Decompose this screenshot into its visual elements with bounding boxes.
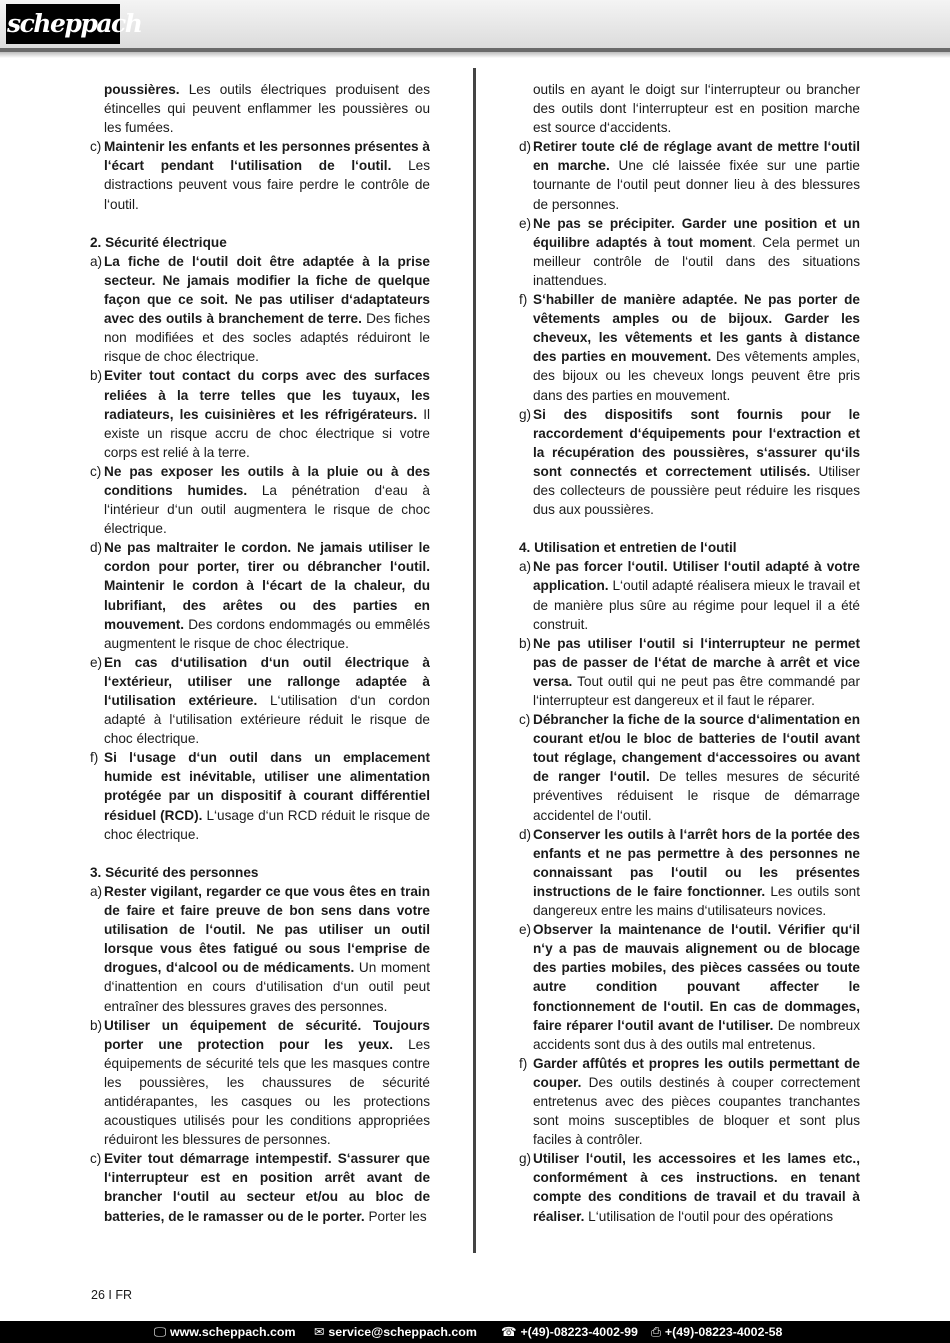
- item-label: f): [519, 292, 528, 308]
- fax-icon: ⎙: [651, 1325, 661, 1339]
- item-label: e): [90, 654, 103, 670]
- item-label: d): [519, 826, 532, 842]
- body-text: Il existe un risque accru de choc électrique si votre corps est relié à la terre.: [104, 406, 430, 460]
- list-item: [90, 882, 430, 1016]
- list-item: [519, 825, 860, 920]
- list-item: [90, 137, 430, 213]
- bold-text: Ne pas forcer l‘outil. Utiliser l‘outil adapté à votre application.: [533, 559, 860, 594]
- section-heading: 3. Sécurité des personnes: [90, 864, 259, 880]
- item-label: e): [519, 922, 532, 938]
- bold-text: Utiliser un équipement de sécurité. Toujours porter une protection pour les yeux.: [104, 1017, 430, 1052]
- item-label: a): [519, 559, 532, 575]
- right-intro-paragraph: outils en ayant le doigt sur l‘interrupteur ou brancher des outils dont l‘interrupteur est en position marche est source d‘accidents.: [533, 82, 860, 136]
- footer-phone: [501, 1321, 638, 1343]
- bold-text: Ne pas maltraiter le cordon. Ne jamais utiliser le cordon pour porter, tirer ou débrancher l‘outil. Maintenir le cordon à l‘écart de la chaleur, du lubrifiant, des arêtes ou des parties en mouvement.: [104, 540, 430, 632]
- body-text: L‘usage d‘un RCD réduit le risque de choc électrique.: [104, 807, 431, 842]
- left-intro-paragraph: [90, 80, 430, 137]
- body-text: De telles mesures de sécurité préventives réduisent le risque de démarrage accidentel de l‘outil.: [533, 769, 860, 823]
- bold-text: Garder affûtés et propres les outils permettant de couper.: [533, 1055, 860, 1090]
- left-column: [90, 80, 430, 1226]
- list-item: [90, 366, 430, 461]
- item-label: d): [519, 139, 532, 155]
- list-item: [90, 748, 430, 843]
- list-item: [90, 538, 430, 653]
- bold-text: Maintenir les enfants et les personnes présentes à l‘écart pendant l‘utilisation de l‘outil.: [104, 139, 430, 174]
- list-item: [519, 137, 860, 213]
- body-text: Une clé laissée fixée sur une partie tournante de l‘outil peut donner lieu à des blessures de personnes.: [533, 158, 860, 212]
- list-item: [519, 1149, 860, 1225]
- bold-text: Observer la maintenance de l‘outil. Vérifier qu‘il n‘y a pas de mauvais alignement ou de blocage des parties mobiles, des pièces cassées ou toute autre condition pouvant affecter le fonctionnement de l‘outil. En cas de dommages, faire réparer l‘outil avant de l‘utiliser.: [533, 922, 860, 1033]
- fax-number: +(49)-08223-4002-58: [664, 1325, 783, 1339]
- page-number: 26 I FR: [91, 1288, 132, 1302]
- item-label: b): [90, 368, 103, 384]
- bold-text: Eviter tout contact du corps avec des surfaces reliées à la terre telles que les tuyaux, les radiateurs, les cuisinières et les réfrigérateurs.: [104, 368, 430, 422]
- body-text: L‘outil adapté réalisera mieux le travail et de manière plus sûre au régime pour lequel il a été construit.: [533, 578, 860, 632]
- bold-text: Retirer toute clé de réglage avant de mettre l‘outil en marche.: [533, 139, 860, 174]
- list-item: [519, 405, 860, 520]
- item-label: c): [90, 1151, 102, 1167]
- computer-icon: 🖵: [154, 1325, 166, 1339]
- footer-website[interactable]: [154, 1321, 296, 1343]
- telephone-icon: ☎: [501, 1325, 517, 1339]
- bold-text: Utiliser l‘outil, les accessoires et les lames etc., conformément à ces instructions. en tenant compte des conditions de travail et du travail à réaliser.: [533, 1151, 860, 1224]
- bold-text: S‘habiller de manière adaptée. Ne pas porter de vêtements amples ou de bijoux. Garder les cheveux, les vêtements et les gants à distance des parties en mouvement.: [533, 292, 860, 365]
- body-text: Tout outil qui ne peut pas être commandé par l‘interrupteur est dangereux et il faut le réparer.: [533, 673, 860, 708]
- body-text: Les outils électriques produisent des étincelles qui peuvent enflammer les poussières ou les fumées.: [104, 82, 430, 136]
- footer-email[interactable]: [314, 1321, 477, 1343]
- body-text: Porter les: [364, 1208, 427, 1224]
- body-text: Des fiches non modifiées et des socles adaptés réduiront le risque de choc électrique.: [104, 311, 430, 365]
- bold-text: En cas d‘utilisation d‘un outil électrique à l‘extérieur, utiliser une rallonge adaptée à l‘utilisation extérieure.: [104, 654, 430, 708]
- body-text: . Cela permet un meilleur contrôle de l‘outil dans des situations inattendues.: [533, 234, 860, 288]
- body-text: L‘utilisation d‘un cordon adapté à l‘utilisation extérieure réduit le risque de choc électrique.: [104, 693, 430, 747]
- item-label: f): [90, 750, 99, 766]
- bold-text: Débrancher la fiche de la source d‘alimentation en courant et/ou le bloc de batteries de l‘outil avant tout réglage, changement d‘accessoires ou avant de ranger l‘outil.: [533, 712, 860, 785]
- body-text: Utiliser des collecteurs de poussière peut réduire les risques dus aux poussières.: [533, 463, 860, 518]
- body-text: Les distractions peuvent vous faire perdre le contrôle de l‘outil.: [104, 158, 430, 212]
- section-heading: 4. Utilisation et entretien de l‘outil: [519, 540, 737, 556]
- body-text: Les outils sont dangereux entre les mains d‘utilisateurs novices.: [533, 883, 860, 919]
- item-label: a): [90, 883, 103, 899]
- body-text: Des cordons endommagés ou emmêlés augmentent le risque de choc électrique.: [104, 616, 430, 651]
- bold-text: Si des dispositifs sont fournis pour le raccordement d‘équipements pour l‘extraction et la récupération des poussières, s‘assurer qu‘ils sont connectés et correctement utilisés.: [533, 406, 860, 479]
- list-item: [90, 462, 430, 538]
- body-text: Les équipements de sécurité tels que les masques contre les poussières, les chaussures de sécurité antidérapantes, les casques ou les protections acoustiques utilisés pour les conditions appropriées réduiront les blessures de personnes.: [104, 1036, 431, 1148]
- item-label: f): [519, 1055, 528, 1071]
- list-item: [519, 214, 860, 290]
- item-label: g): [519, 1151, 532, 1167]
- body-text: L‘utilisation de l‘outil pour des opérations: [584, 1208, 834, 1224]
- body-text: Un moment d‘inattention en cours d‘utilisation d‘un outil peut entraîner des blessures graves des personnes.: [104, 960, 430, 1014]
- header-bar: [0, 0, 950, 48]
- bold-text: Conserver les outils à l‘arrêt hors de la portée des enfants et ne pas permettre à des personnes ne connaissant pas l‘outil ou les présentes instructions de le faire fonctionner.: [533, 826, 860, 899]
- list-item: [519, 1054, 860, 1149]
- column-divider: [473, 68, 476, 1253]
- bold-text: Ne pas se précipiter. Garder une position et un équilibre adaptés à tout moment: [533, 215, 860, 250]
- bold-text: Si l‘usage d‘un outil dans un emplacement humide est inévitable, utiliser une alimentation protégée par un dispositif à courant différentiel résiduel (RCD).: [104, 750, 430, 823]
- header-shadow: [0, 52, 950, 58]
- email-link[interactable]: service@scheppach.com: [328, 1325, 477, 1339]
- list-item: [90, 1149, 430, 1225]
- bold-text: Eviter tout démarrage intempestif. S‘assurer que l‘interrupteur est en position arrêt avant de brancher l‘outil au secteur et/ou au bloc de batteries, de le ramasser ou de le porter.: [104, 1151, 430, 1224]
- right-column: [519, 80, 860, 1226]
- item-label: c): [90, 139, 102, 155]
- list-item: [519, 557, 860, 633]
- list-item: [90, 252, 430, 367]
- scheppach-logo[interactable]: [6, 4, 142, 44]
- logo-text: scheppach: [7, 9, 142, 38]
- bold-text: poussières.: [104, 82, 180, 97]
- bold-text: Ne pas exposer les outils à la pluie ou à des conditions humides.: [104, 463, 430, 498]
- list-item: [90, 653, 430, 748]
- bold-text: Rester vigilant, regarder ce que vous êtes en train de faire et faire preuve de bon sens dans votre utilisation de l‘outil. Ne pas utiliser un outil lorsque vous êtes fatigué ou sous l‘emprise de drogues, d‘alcool ou de médicaments.: [104, 883, 430, 976]
- mail-icon: ✉: [314, 1325, 325, 1339]
- phone-number: +(49)-08223-4002-99: [520, 1325, 638, 1339]
- section-heading: 2. Sécurité électrique: [90, 234, 227, 250]
- body-text: La pénétration d‘eau à l‘intérieur d‘un outil augmentera le risque de choc électrique.: [104, 482, 430, 537]
- item-label: a): [90, 253, 103, 269]
- item-label: c): [519, 712, 531, 728]
- footer-bar: [0, 1321, 950, 1343]
- item-label: g): [519, 406, 532, 422]
- list-item: [519, 920, 860, 1054]
- list-item: [519, 634, 860, 710]
- item-label: d): [90, 540, 103, 556]
- footer-fax: [651, 1321, 782, 1343]
- website-link[interactable]: www.scheppach.com: [169, 1325, 296, 1339]
- list-item: [90, 1016, 430, 1150]
- list-item: [519, 290, 860, 405]
- bold-text: Ne pas utiliser l‘outil si l‘interrupteur ne permet pas de passer de l‘état de marche à arrêt et vice versa.: [533, 635, 860, 689]
- body-text: Des vêtements amples, des bijoux ou les cheveux longs peuvent être pris dans des parties en mouvement.: [533, 349, 860, 403]
- body-text: Des outils destinés à couper correctement entretenus avec des pièces coupantes tranchantes sont moins susceptibles de bloquer et sont plus faciles à contrôler.: [533, 1074, 860, 1148]
- list-item: [519, 710, 860, 825]
- body-text: De nombreux accidents sont dus à des outils mal entretenus.: [533, 1017, 860, 1052]
- item-label: b): [90, 1017, 103, 1033]
- item-label: b): [519, 635, 532, 651]
- item-label: e): [519, 215, 532, 231]
- item-label: c): [90, 463, 102, 479]
- bold-text: La fiche de l‘outil doit être adaptée à la prise secteur. Ne jamais modifier la fiche de quelque façon que ce soit. Ne pas utiliser d‘adaptateurs avec des outils à branchement de terre.: [104, 253, 430, 327]
